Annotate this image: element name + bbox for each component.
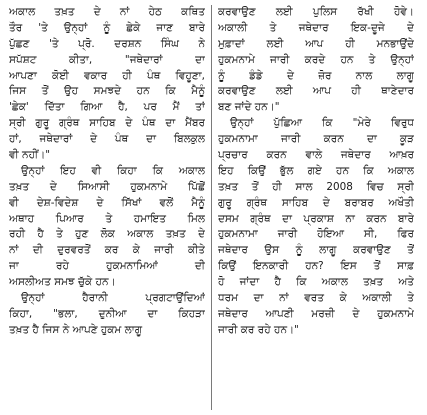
paragraph bbox=[9, 164, 205, 291]
text-line: ਉਨ੍ਹਾਂ ਪੁੱਛਿਆ ਕਿ "ਮੇਰੇ ਵਿਰੁਧ bbox=[230, 117, 414, 130]
text-line: ਇਹ ਕਿਉਂ ਭੁੱਲ ਗਏ ਹਨ ਕਿ ਅਕਾਲ bbox=[218, 164, 414, 177]
text-line: ਕਿਉਂ ਇਨਕਾਰੀ ਹਨ? ਇਸ ਤੋਂ ਸਾਫ਼ bbox=[218, 260, 414, 273]
text-line: ਅਸਲੀਅਤ ਸਮਝ ਚੁੱਕੇ ਹਨ। bbox=[9, 276, 116, 289]
text-line: ਕਰਵਾਉਣ ਲਈ ਪੁਲਿਸ ਰੱਖੀ ਹੋਵੇ। bbox=[218, 6, 414, 18]
text-line: ਹੁਕਮਨਾਮਾ ਜਾਰੀ ਹੋਇਆ ਸੀ, ਫਿਰ bbox=[218, 228, 414, 241]
paragraph bbox=[218, 116, 414, 338]
left-column bbox=[5, 5, 211, 411]
text-line: ਹਾਂ, ਜਥੇਦਾਰਾਂ ਦੇ ਪੰਥ ਦਾ ਬਿਲਕੁਲ bbox=[9, 133, 205, 146]
text-line: ਜਿਸ ਤੋਂ ਉਹ ਸਮਝਦੇ ਹਨ ਕਿ ਮੈਨੂੰ bbox=[9, 85, 205, 98]
text-line: ਪੁੱਛਣ 'ਤੇ ਪ੍ਰੋ. ਦਰਸ਼ਨ ਸਿੰਘ ਨੇ bbox=[9, 37, 205, 50]
text-line: ਮੁਫ਼ਾਦਾਂ ਲਈ ਆਪ ਹੀ ਮਨਭਾਉਂਦੇ bbox=[218, 37, 414, 50]
text-line: ਪ੍ਰਚਾਰ ਕਰਨ ਵਾਲੇ ਜਥੇਦਾਰ ਆਖ਼ਰ bbox=[218, 149, 414, 162]
text-line: ਜਾਰੀ ਕਰ ਰਹੇ ਹਨ।" bbox=[218, 323, 299, 336]
text-line: ਉਨ੍ਹਾਂ ਇਹ ਵੀ ਕਿਹਾ ਕਿ ਅਕਾਲ bbox=[21, 164, 205, 177]
right-column bbox=[212, 5, 418, 411]
text-line: ਅਥਾਹ ਪਿਆਰ ਤੇ ਹਮਾਇਤ ਮਿਲ bbox=[9, 212, 205, 225]
text-line: ਧਰਮ ਦਾ ਨਾਂ ਵਰਤ ਕੇ ਅਕਾਲੀ ਤੇ bbox=[218, 292, 414, 305]
text-line: ਤੌਰ 'ਤੇ ਉਨ੍ਹਾਂ ਨੂੰ ਛੇਕੇ ਜਾਣ ਬਾਰੇ bbox=[9, 21, 205, 34]
text-line: ਨਾਂ ਦੀ ਦੁਰਵਰਤੋਂ ਕਰ ਕੇ ਜਾਰੀ ਕੀਤੇ bbox=[9, 244, 205, 257]
text-line: ਸ੍ਰੀ ਗੁਰੂ ਗ੍ਰੰਥ ਸਾਹਿਬ ਦੇ ਪੰਥ ਦਾ ਮੈਂਬਰ bbox=[9, 117, 205, 130]
text-line: ਤਖ਼ਤ ਤੋਂ ਹੀ ਸਾਲ 2008 ਵਿਚ ਸ੍ਰੀ bbox=[218, 180, 414, 193]
text-line: ਗੁਰੂ ਗ੍ਰੰਥ ਸਾਹਿਬ ਦੇ ਬਰਾਬਰ ਅਖੌਤੀ bbox=[218, 196, 414, 209]
text-line: ਜਥੇਦਾਰ ਆਪਣੀ ਮਰਜ਼ੀ ਦੇ ਹੁਕਮਨਾਮੇ bbox=[218, 307, 414, 320]
text-line: ਰਹੀ ਹੈ ਤੇ ਹੁਣ ਲੋਕ ਅਕਾਲ ਤਖ਼ਤ ਦੇ bbox=[9, 228, 205, 241]
text-line: ਕਿਹਾ, "ਭਲਾ, ਦੁਨੀਆ ਦਾ ਕਿਹੜਾ bbox=[9, 307, 205, 320]
text-line: ਕਰਵਾਉਣ ਲਈ ਆਪ ਹੀ ਥਾਣੇਦਾਰ bbox=[218, 85, 414, 98]
text-line: ਅਕਾਲੀ ਤੇ ਜਥੇਦਾਰ ਇਕ-ਦੂਜੇ ਦੇ bbox=[218, 21, 414, 34]
text-line: ਜਥੇਦਾਰ ਉਸ ਨੂੰ ਲਾਗੂ ਕਰਵਾਉਣ ਤੋਂ bbox=[218, 244, 414, 257]
text-line: ਆਪਣਾ ਕੋਈ ਵਕਾਰ ਹੀ ਪੰਥ ਵਿਹੂਣਾ, bbox=[9, 69, 205, 82]
text-line: ਤਖ਼ਤ ਦੇ ਸਿਆਸੀ ਹੁਕਮਨਾਮੇ ਪਿੱਛੋਂ bbox=[9, 180, 205, 193]
paragraph bbox=[9, 5, 205, 164]
text-line: ਹੁਕਮਨਾਮਾ ਜਾਰੀ ਕਰਨ ਦਾ ਕੂੜ bbox=[218, 133, 414, 146]
text-line: ਹੁਕਮਨਾਮੇ ਜਾਰੀ ਕਰਦੇ ਹਨ ਤੇ ਉਨ੍ਹਾਂ bbox=[218, 53, 414, 66]
text-line: ਸਪੱਸ਼ਟ ਕੀਤਾ, "ਜਥੇਦਾਰਾਂ ਦਾ bbox=[9, 53, 205, 66]
paragraph bbox=[218, 5, 414, 116]
text-line: ਵੀ ਨਹੀਂ।" bbox=[9, 149, 51, 162]
text-line: ਹੋ ਜਾਂਦਾ ਹੈ ਕਿ ਅਕਾਲ ਤਖ਼ਤ ਅਤੇ bbox=[218, 276, 414, 289]
text-line: ਵੀ ਦੇਸ਼-ਵਿਦੇਸ਼ ਦੇ ਸਿੱਖਾਂ ਵਲੋਂ ਮੈਨੂੰ bbox=[9, 196, 205, 209]
text-line: ਜਾ ਰਹੇ ਹੁਕਮਨਾਮਿਆਂ ਦੀ bbox=[9, 260, 205, 273]
text-line: 'ਛੇਕ' ਦਿੱਤਾ ਗਿਆ ਹੈ, ਪਰ ਮੈਂ ਤਾਂ bbox=[9, 101, 205, 114]
text-line: ਤਖ਼ਤ ਹੈ ਜਿਸ ਨੇ ਆਪਣੇ ਹੁਕਮ ਲਾਗੂ bbox=[9, 323, 143, 336]
paragraph bbox=[9, 291, 205, 339]
text-line: ਨੂੰ ਡੰਡੇ ਦੇ ਜ਼ੋਰ ਨਾਲ ਲਾਗੂ bbox=[218, 69, 414, 82]
text-line: ਦਸਮ ਗ੍ਰੰਥ ਦਾ ਪ੍ਰਕਾਸ਼ ਨਾ ਕਰਨ ਬਾਰੇ bbox=[218, 212, 414, 225]
text-line: ਅਕਾਲ ਤਖ਼ਤ ਦੇ ਨਾਂ ਹੇਠ ਕਥਿਤ bbox=[9, 6, 205, 18]
text-line: ਬਣ ਜਾਂਦੇ ਹਨ।" bbox=[218, 101, 280, 114]
text-line: ਉਨ੍ਹਾਂ ਹੈਰਾਨੀ ਪ੍ਰਗਟਾਉਂਦਿਆਂ bbox=[21, 292, 205, 305]
